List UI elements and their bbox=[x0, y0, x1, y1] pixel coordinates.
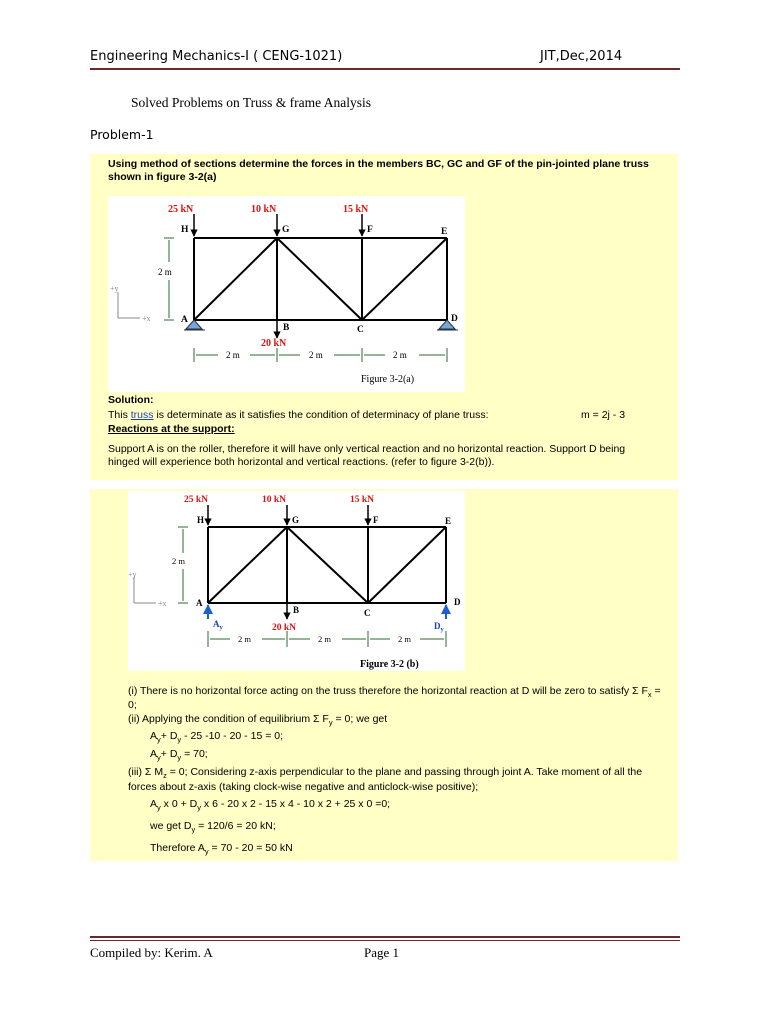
truss-link[interactable]: truss bbox=[130, 409, 154, 421]
problem-box bbox=[90, 154, 678, 480]
node-b-b: B bbox=[293, 605, 300, 615]
node-e-b: E bbox=[445, 516, 452, 526]
load-label-b: 20 kN bbox=[261, 338, 287, 349]
step-3-cont: forces about z-axis (taking clock-wise negative and anticlock-wise positive); bbox=[128, 781, 479, 793]
load-label-g: 10 kN bbox=[251, 204, 277, 215]
node-a-b: A bbox=[196, 598, 203, 608]
figure-3-2b bbox=[128, 491, 465, 671]
figure-3-2a bbox=[108, 196, 465, 392]
load-label-g-b: 10 kN bbox=[262, 495, 287, 505]
node-h-b: H bbox=[197, 515, 205, 525]
node-f: F bbox=[367, 225, 373, 235]
node-h: H bbox=[181, 225, 189, 235]
solution-label: Solution: bbox=[108, 394, 154, 406]
span-label-3-b: 2 m bbox=[398, 634, 411, 644]
truss-members-b bbox=[208, 527, 446, 603]
footer-rule-bottom bbox=[90, 940, 680, 941]
step-1: (i) There is no horizontal force acting on the truss therefore the horizontal reaction at D will be zero to satisfy Σ $F_x$ = bbox=[128, 685, 661, 700]
problem-statement-line2: shown in figure 3-2(a) bbox=[108, 171, 217, 183]
step-1-cont: 0; bbox=[128, 699, 137, 711]
span-label-1: 2 m bbox=[226, 350, 240, 360]
node-c-b: C bbox=[364, 608, 371, 618]
figure-caption-b: Figure 3-2 (b) bbox=[360, 659, 419, 670]
node-g-b: G bbox=[292, 515, 300, 525]
truss-diagram-b bbox=[128, 491, 465, 671]
reactions-label: Reactions at the support: bbox=[108, 423, 235, 435]
span-label-3: 2 m bbox=[393, 350, 407, 360]
solution-text: This truss is determinate as it satisfies the condition of determinacy of plane truss: bbox=[108, 409, 489, 421]
header-rule bbox=[90, 68, 680, 70]
footer-author: Compiled by: Kerim. A bbox=[90, 945, 213, 960]
load-label-f: 15 kN bbox=[343, 204, 369, 215]
load-label-b-b: 20 kN bbox=[272, 623, 297, 633]
height-dimension bbox=[164, 238, 174, 320]
load-label-h-b: 25 kN bbox=[184, 495, 209, 505]
equation-1: $A_y+ D_y - 25$ -10 - 20 - 15 = 0; bbox=[150, 730, 284, 745]
height-label-b: 2 m bbox=[172, 556, 185, 566]
reaction-label-ay: $A_y$ bbox=[213, 619, 223, 631]
node-c: C bbox=[357, 325, 364, 335]
header-left: Engineering Mechanics-I ( CENG-1021) bbox=[90, 49, 343, 64]
step-2: (ii) Applying the condition of equilibrium Σ $F_y = 0$; we get bbox=[128, 713, 388, 728]
reactions-text-line2: hinged will experience both horizontal and vertical reactions. (refer to figure 3-2(b)). bbox=[108, 456, 495, 468]
truss-diagram-a bbox=[108, 196, 465, 392]
axis-x-label-b: +x bbox=[158, 599, 167, 608]
truss-members bbox=[194, 238, 447, 320]
node-a: A bbox=[181, 315, 188, 325]
axis-y-label-b: +y bbox=[128, 570, 137, 579]
equation-4: we get $D_y = 120/6 = 20$ kN; bbox=[150, 820, 276, 835]
equation-3: $A_y$ x $0 + D_y$ x 6 - 20 x 2 - 15 x 4 - 10 x 2 + 25 x 0 =0; bbox=[150, 798, 391, 813]
step-3: (iii) Σ $M_z = 0$; Considering z-axis perpendicular to the plane and passing through joint A. Take moment of all the bbox=[128, 766, 643, 781]
span-label-1-b: 2 m bbox=[238, 634, 251, 644]
problem-statement-line1: Using method of sections determine the forces in the members BC, GC and GF of the pin-jointed plane truss bbox=[108, 158, 649, 170]
node-d: D bbox=[451, 314, 458, 324]
axis-x-label: +x bbox=[142, 314, 151, 323]
page-title: Solved Problems on Truss & frame Analysis bbox=[131, 95, 372, 110]
header-right: JIT,Dec,2014 bbox=[540, 49, 623, 64]
span-label-2-b: 2 m bbox=[318, 634, 331, 644]
load-label-h: 25 kN bbox=[168, 204, 194, 215]
node-d-b: D bbox=[454, 597, 461, 607]
height-label: 2 m bbox=[158, 267, 172, 277]
node-b: B bbox=[283, 323, 290, 333]
reactions-text-line1: Support A is on the roller, therefore it will have only vertical reaction and no horizontal reaction. Support D being bbox=[108, 443, 626, 455]
footer-page-number: Page 1 bbox=[364, 945, 400, 960]
span-label-2: 2 m bbox=[309, 350, 323, 360]
axes-indicator-b bbox=[134, 577, 156, 603]
reaction-label-dy: $D_y$ bbox=[434, 621, 444, 633]
node-e: E bbox=[441, 227, 448, 237]
reaction-arrows bbox=[208, 605, 446, 619]
load-label-f-b: 15 kN bbox=[350, 495, 375, 505]
node-g: G bbox=[282, 225, 290, 235]
solution-box bbox=[90, 489, 678, 861]
solution-formula: m = 2j - 3 bbox=[581, 409, 626, 421]
problem-label: Problem-1 bbox=[90, 127, 154, 142]
equation-2: $A_y+ D_y = 70$; bbox=[150, 748, 208, 763]
axis-y-label: +y bbox=[110, 284, 119, 293]
figure-caption-a: Figure 3-2(a) bbox=[361, 374, 415, 385]
axes-indicator bbox=[118, 292, 140, 318]
footer-rule-top bbox=[90, 936, 680, 938]
node-f-b: F bbox=[373, 515, 379, 525]
equation-5: Therefore $A_y = 70 - 20 = 50$ kN bbox=[150, 842, 293, 857]
